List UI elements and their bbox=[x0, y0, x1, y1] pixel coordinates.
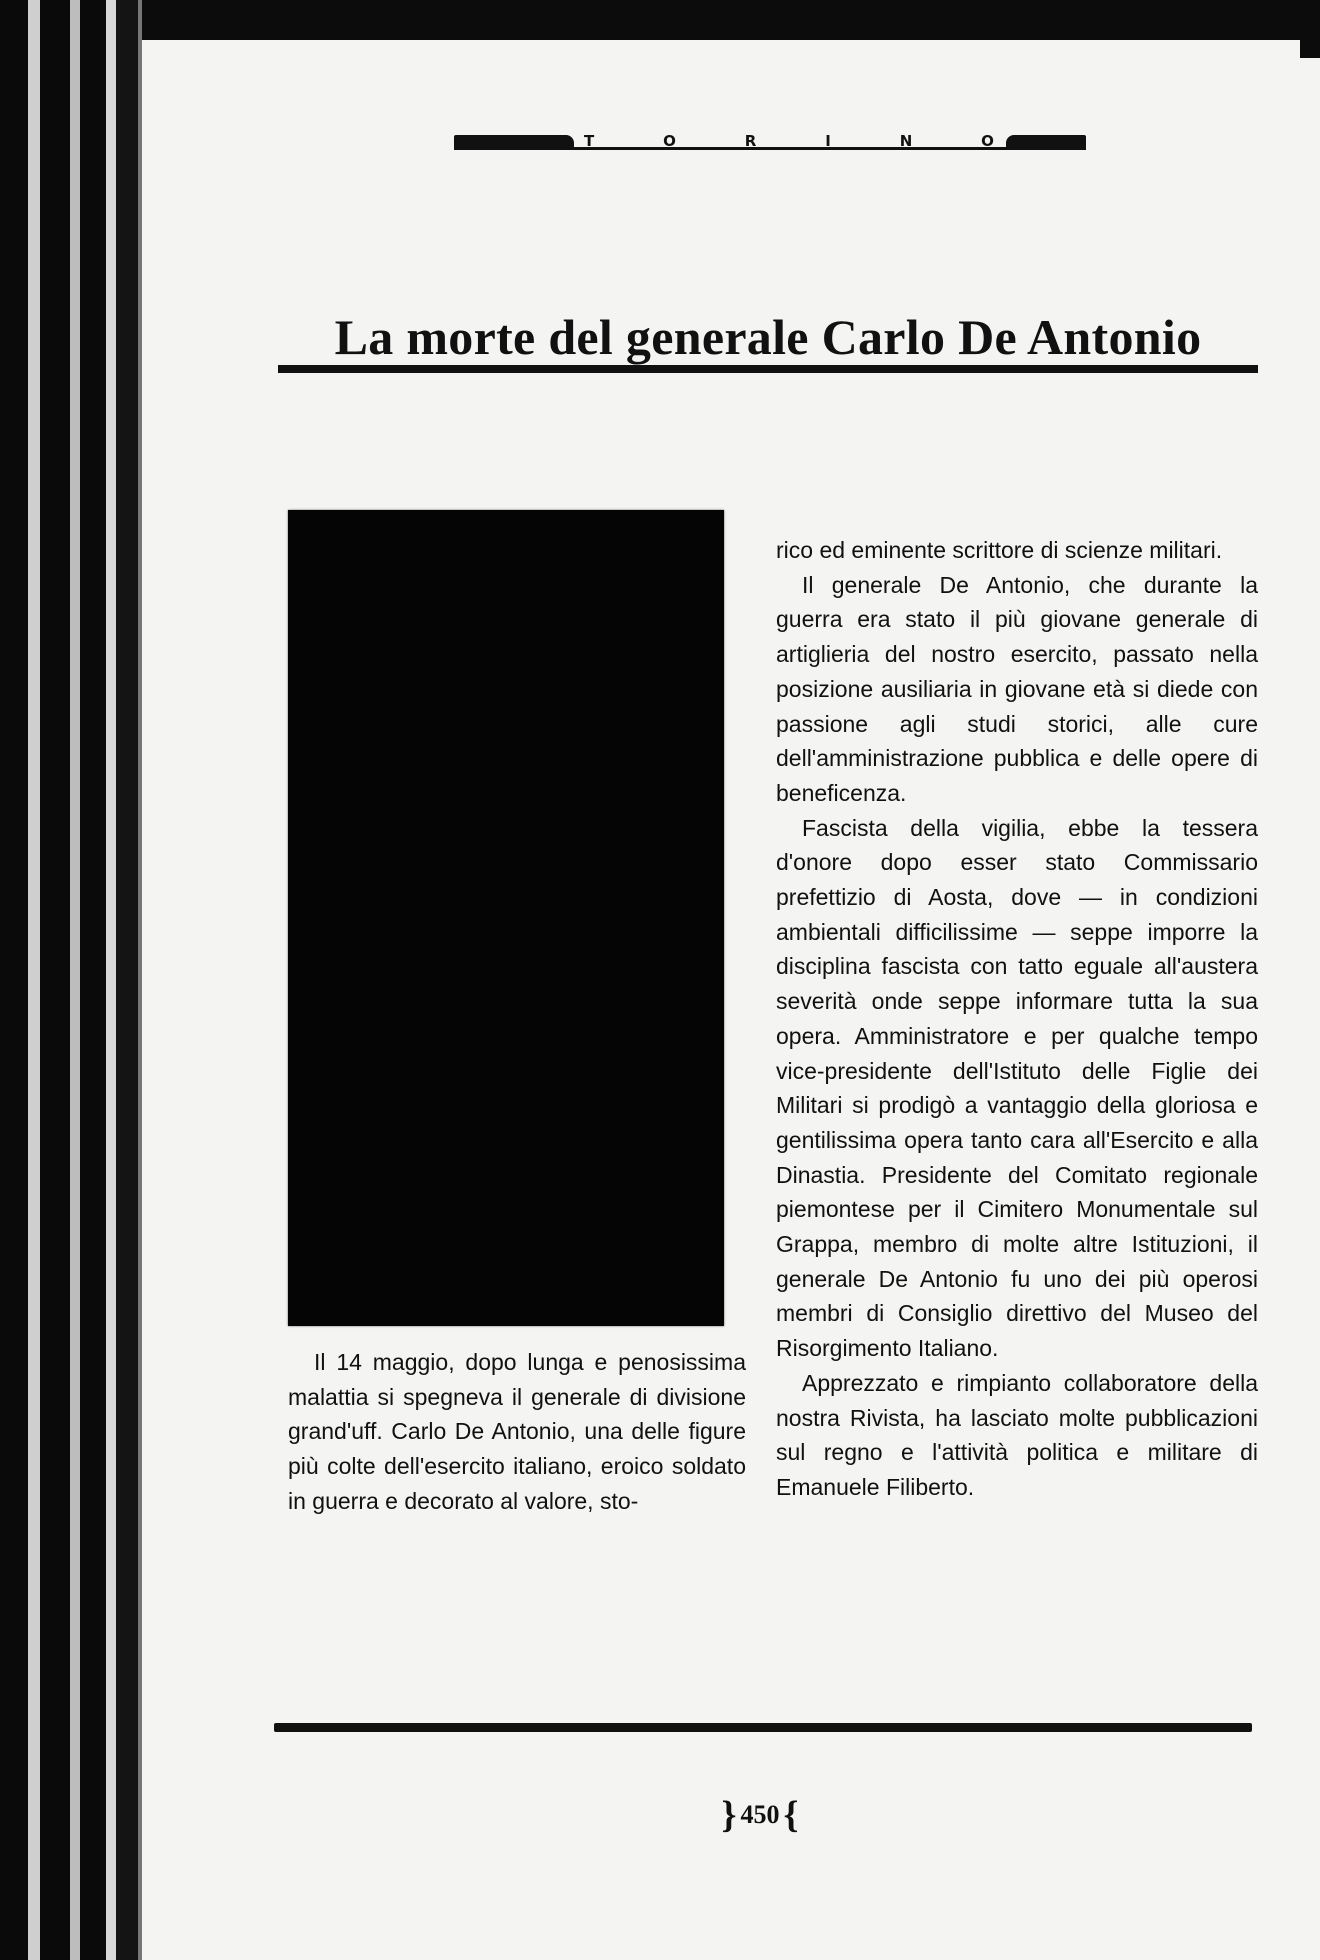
paragraph: Fascista della vigilia, ebbe la tessera d'onore dopo esser stato Commissario prefettizio di Aosta, dove — in condizioni ambientali difficilissime — seppe imporre la disciplina fascista con tatto eguale all'austera severità onde seppe informare tutta la sua opera. Amministratore e per qualche tempo vice-presidente dell'Istituto delle Figlie dei Militari si prodigò a vantaggio della gloriosa e gentilissima opera tanto cara all'Esercito e alla Dinastia. Presidente del Comitato regionale piemontese per il Cimitero Monumentale sul Grappa, membro di molte altre Istituzioni, il generale De Antonio fu uno dei più operosi membri di Consiglio direttivo del Museo del Risorgimento Italiano. bbox=[776, 814, 1258, 1362]
article-title: La morte del generale Carlo De Antonio bbox=[334, 309, 1202, 365]
page-edge bbox=[80, 0, 106, 1960]
running-header bbox=[454, 132, 1086, 156]
page-number bbox=[700, 1793, 820, 1835]
page-edge bbox=[138, 0, 142, 1960]
page-edge bbox=[40, 0, 70, 1960]
page-edge bbox=[116, 0, 138, 1960]
right-column bbox=[776, 533, 1258, 1505]
page-edge bbox=[70, 0, 80, 1960]
header-letter: O bbox=[663, 132, 676, 150]
page-edge bbox=[106, 0, 116, 1960]
header-letter: T bbox=[584, 132, 595, 150]
paragraph: Il 14 maggio, dopo lunga e penosissima malattia si spegneva il generale di divisione grand'uff. Carlo De Antonio, una delle figure più colte dell'esercito italiano, eroico soldato in guerra e decorato al valore, sto- bbox=[288, 1349, 746, 1514]
paragraph-continuation: rico ed eminente scrittore di scienze militari. bbox=[776, 537, 1223, 563]
page-number-value: 450 bbox=[740, 1800, 780, 1830]
header-letter: R bbox=[744, 132, 757, 150]
paragraph: Il generale De Antonio, che durante la guerra era stato il più giovane generale di artiglieria del nostro esercito, passato nella posizione ausiliaria in giovane età si diede con passione agli studi storici, alle cure dell'amministrazione pubblica e delle opere di beneficenza. bbox=[776, 571, 1258, 806]
portrait-photo bbox=[288, 510, 724, 1326]
running-header-letters bbox=[584, 132, 994, 150]
paragraph: Apprezzato e rimpianto collaboratore della nostra Rivista, ha lasciato molte pubblicazioni sul regno e l'attività politica e militare di Emanuele Filiberto. bbox=[776, 1369, 1258, 1500]
page-edge bbox=[28, 0, 40, 1960]
header-letter: O bbox=[981, 132, 994, 150]
page-top-curl bbox=[100, 40, 1300, 100]
header-letter: N bbox=[899, 132, 913, 150]
footer-rule bbox=[274, 1723, 1252, 1732]
title-underline bbox=[278, 365, 1258, 373]
page-edge bbox=[0, 0, 28, 1960]
header-letter: I bbox=[825, 132, 831, 150]
left-column bbox=[288, 1345, 746, 1519]
brace-right-ornament: { bbox=[783, 1794, 799, 1837]
brace-left-ornament: } bbox=[721, 1794, 737, 1837]
